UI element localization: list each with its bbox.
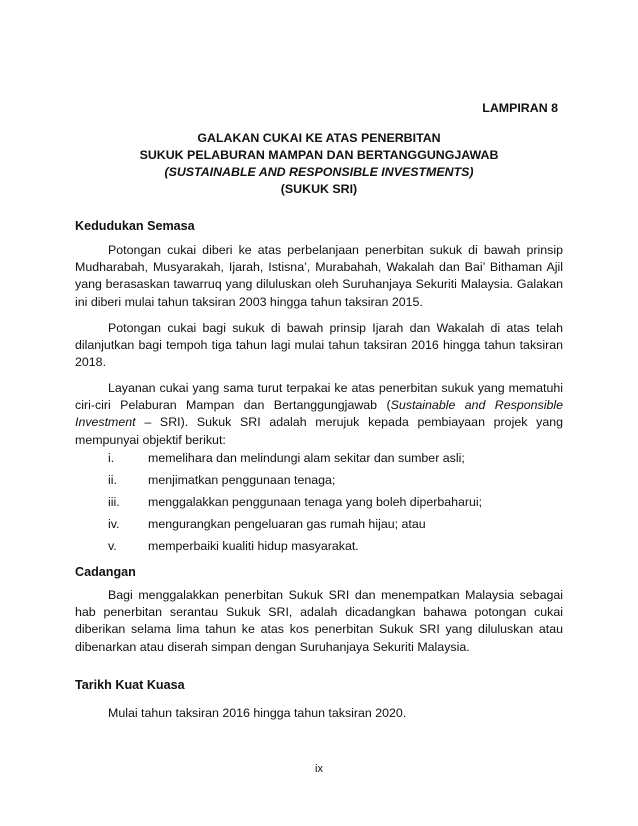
paragraph-kedudukan-3-end: – SRI). Sukuk SRI adalah merujuk kepada pembiayaan projek yang mempunyai objektif berikut: bbox=[75, 415, 563, 447]
document-title bbox=[0, 130, 638, 198]
title-line-1: GALAKAN CUKAI KE ATAS PENERBITAN bbox=[197, 131, 441, 145]
paragraph-kedudukan-2: Potongan cukai bagi sukuk di bawah prinsip Ijarah dan Wakalah di atas telah dilanjutkan bagi tempoh tiga tahun lagi mulai tahun taksiran 2016 hingga tahun taksiran 2018. bbox=[75, 321, 563, 370]
section-heading-kedudukan: Kedudukan Semasa bbox=[75, 219, 195, 233]
objectives-list bbox=[108, 450, 482, 560]
list-item bbox=[108, 450, 482, 472]
paragraph-tarikh-1: Mulai tahun taksiran 2016 hingga tahun taksiran 2020. bbox=[108, 706, 407, 720]
title-line-3: (SUSTAINABLE AND RESPONSIBLE INVESTMENTS) bbox=[164, 165, 474, 179]
list-item-text: menggalakkan penggunaan tenaga yang boleh diperbaharui; bbox=[148, 495, 483, 509]
list-item-number: iii. bbox=[108, 495, 120, 509]
paragraph-kedudukan-3 bbox=[75, 380, 563, 449]
list-item bbox=[108, 516, 482, 538]
list-item-number: v. bbox=[108, 539, 117, 553]
list-item-text: memperbaiki kualiti hidup masyarakat. bbox=[148, 539, 359, 553]
section-heading-tarikh: Tarikh Kuat Kuasa bbox=[75, 678, 185, 692]
list-item bbox=[108, 538, 482, 560]
list-item-number: i. bbox=[108, 451, 115, 465]
title-line-2: SUKUK PELABURAN MAMPAN DAN BERTANGGUNGJAWAB bbox=[139, 148, 499, 162]
appendix-label: LAMPIRAN 8 bbox=[482, 101, 558, 115]
list-item-number: iv. bbox=[108, 517, 120, 531]
paragraph-kedudukan-3-start: Layanan cukai yang sama turut terpakai ke atas penerbitan sukuk yang mematuhi ciri-ciri Pelaburan Mampan dan Bertanggungjawab ( bbox=[75, 381, 563, 413]
paragraph-cadangan-1: Bagi menggalakkan penerbitan Sukuk SRI dan menempatkan Malaysia sebagai hab penerbitan serantau Sukuk SRI, adalah dicadangkan bahawa potongan cukai diberikan selama lima tahun ke atas kos penerbitan Sukuk SRI yang diluluskan atau dibenarkan atau diserah simpan dengan Suruhanjaya Sekuriti Malaysia. bbox=[75, 588, 563, 654]
paragraph-kedudukan-3-italic: Sustainable and Responsible Investment bbox=[75, 398, 563, 430]
list-item-text: memelihara dan melindungi alam sekitar dan sumber asli; bbox=[148, 451, 465, 465]
title-line-4: (SUKUK SRI) bbox=[280, 182, 358, 196]
page-number: ix bbox=[315, 763, 323, 775]
paragraph-kedudukan-1: Potongan cukai diberi ke atas perbelanjaan penerbitan sukuk di bawah prinsip Mudharabah, Musyarakah, Ijarah, Istisna’, Murabahah, Wakalah dan Bai’ Bithaman Ajil yang berasaskan tawarruq yang diluluskan oleh Suruhanjaya Sekuriti Malaysia. Galakan ini diberi mulai tahun taksiran 2003 hingga tahun taksiran 2015. bbox=[75, 243, 563, 309]
list-item-text: menjimatkan penggunaan tenaga; bbox=[148, 473, 336, 487]
list-item bbox=[108, 494, 482, 516]
list-item-text: mengurangkan pengeluaran gas rumah hijau; atau bbox=[148, 517, 426, 531]
list-item-number: ii. bbox=[108, 473, 117, 487]
list-item bbox=[108, 472, 482, 494]
section-heading-cadangan: Cadangan bbox=[75, 565, 136, 579]
